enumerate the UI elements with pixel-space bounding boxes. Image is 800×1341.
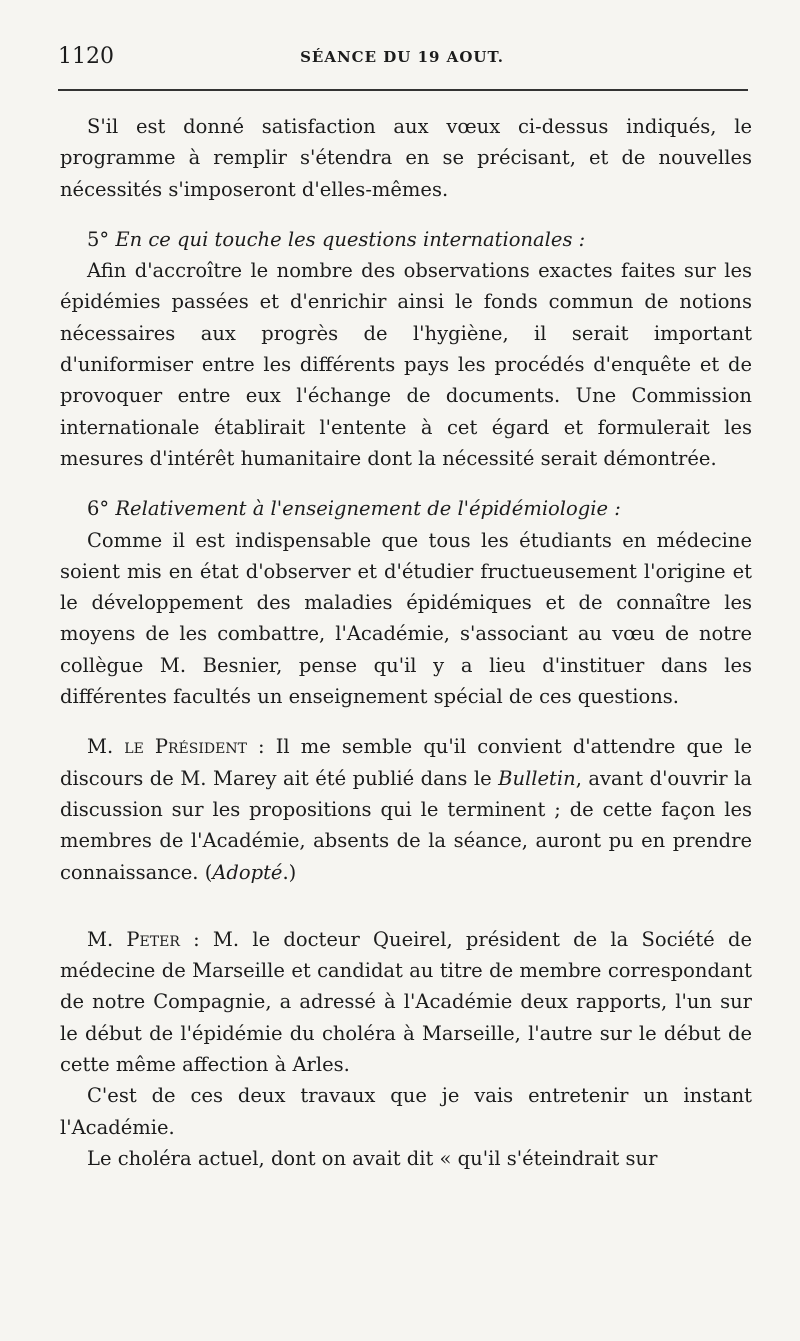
section-5-heading	[60, 224, 752, 255]
section-6-title: Relativement à l'enseignement de l'épidémiologie :	[115, 497, 621, 521]
section-6-heading	[60, 493, 752, 524]
section-6-number: 6°	[87, 497, 110, 521]
section-5-number: 5°	[87, 227, 110, 251]
bulletin-title: Bulletin	[498, 766, 576, 790]
president-text-3: .)	[282, 860, 297, 884]
header-rule	[58, 89, 748, 91]
running-head: SÉANCE DU 19 AOUT.	[300, 48, 504, 66]
page-header	[58, 44, 746, 78]
president-text-2: , avant d'ouvrir la discussion sur les propositions qui le terminent ; de cette façon les membres de l'Académie, absents de la séance, auront pu en prendre connaissance. (	[60, 766, 753, 884]
speaker-president: M. le Président	[87, 735, 247, 759]
adopte-note: Adopté	[212, 860, 283, 884]
page-body	[60, 111, 752, 1174]
president-paragraph	[60, 731, 752, 887]
president-text-1: : Il me semble qu'il convient d'attendre que le discours de M. Marey ait été publié dans le	[60, 735, 752, 790]
section-5-title: En ce qui touche les questions internationales :	[115, 227, 586, 251]
peter-text: : M. le docteur Queirel, président de la Société de médecine de Marseille et candidat au titre de membre correspondant de notre Compagnie, a adressé à l'Académie deux rapports, l'un sur le début de l'épidémie du choléra à Marseille, l'autre sur le début de cette même affection à Arles.	[60, 927, 752, 1077]
paragraph-cholera: Le choléra actuel, dont on avait dit « qu'il s'éteindrait sur	[87, 1146, 658, 1170]
intro-paragraph: S'il est donné satisfaction aux vœux ci-dessus indiqués, le programme à remplir s'étendra en se précisant, et de nouvelles nécessités s'imposeront d'elles-mêmes.	[60, 115, 752, 201]
peter-paragraph	[60, 924, 752, 1080]
speaker-peter: M. Peter	[87, 927, 180, 951]
section-5-paragraph: Afin d'accroître le nombre des observations exactes faites sur les épidémies passées et d'enrichir ainsi le fonds commun de notions nécessaires aux progrès de l'hygiène, il serait important d'uniformiser entre les différents pays les procédés d'enquête et de provoquer entre eux l'échange de documents. Une Commission internationale établirait l'entente à cet égard et formulerait les mesures d'intérêt humanitaire dont la nécessité serait démontrée.	[60, 259, 752, 470]
section-6-paragraph: Comme il est indispensable que tous les étudiants en médecine soient mis en état d'observer et d'étudier fructueusement l'origine et le développement des maladies épidémiques et de connaître les moyens de les combattre, l'Académie, s'associant au vœu de notre collègue M. Besnier, pense qu'il y a lieu d'instituer dans les différentes facultés un enseignement spécial de ces questions.	[60, 528, 752, 709]
page-number: 1120	[58, 44, 114, 69]
paragraph-deux-travaux: C'est de ces deux travaux que je vais entretenir un instant l'Académie.	[60, 1084, 752, 1139]
